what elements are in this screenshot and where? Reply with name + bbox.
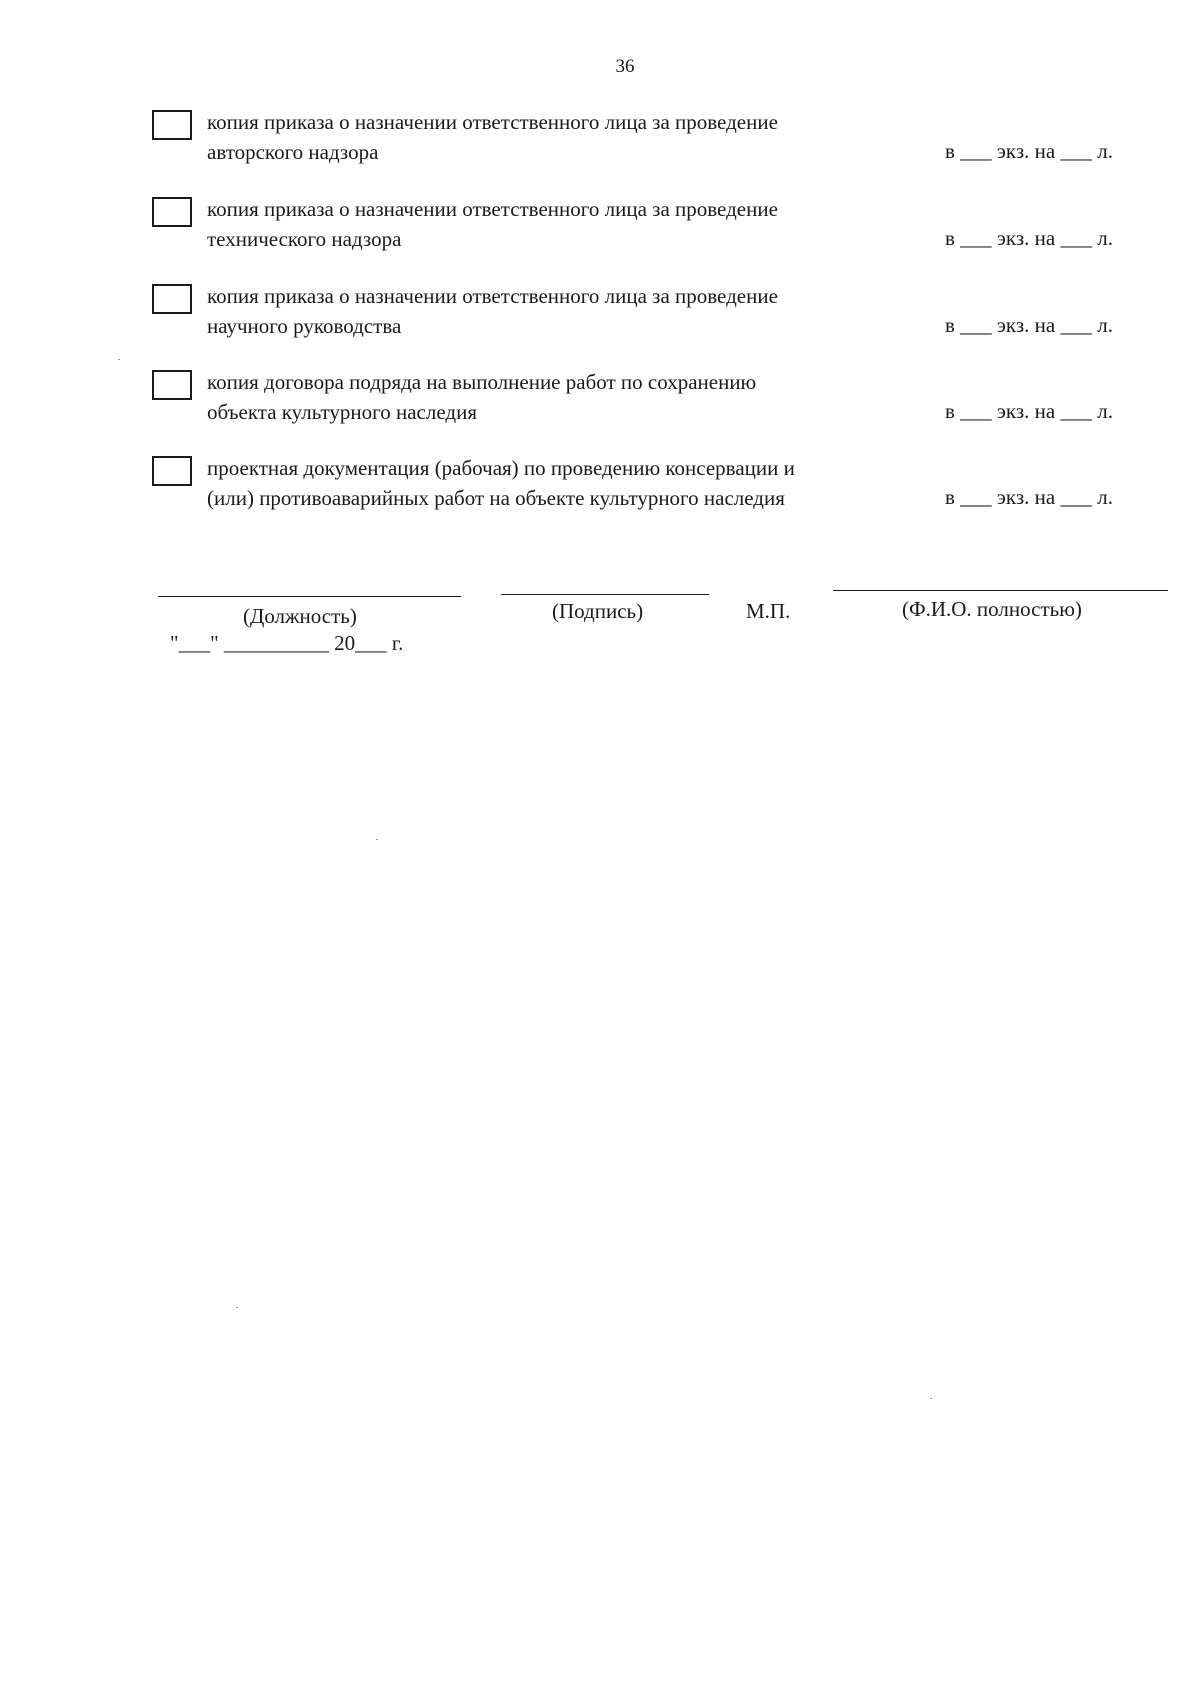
scan-speck [118,359,120,360]
item-description: копия приказа о назначении ответственного лица за проведение авторского надзора [207,110,778,164]
position-signature-line [158,596,461,597]
signature-line [501,594,709,595]
item-description: проектная документация (рабочая) по проведению консервации и (или) противоаварийных работ на объекте культурного наследия [207,456,795,510]
item-copies-count: в ___ экз. на ___ л. [945,399,1113,423]
item-description: копия договора подряда на выполнение работ по сохранению объекта культурного наследия [207,370,757,424]
full-name-label: (Ф.И.О. полностью) [902,597,1082,621]
document-item [152,107,1152,177]
item-checkbox[interactable] [152,197,192,227]
document-item [152,367,1152,437]
signature-label: (Подпись) [552,599,644,623]
item-copies-count: в ___ экз. на ___ л. [945,313,1113,337]
document-item [152,453,1152,523]
position-label: (Должность) [243,604,357,628]
item-checkbox[interactable] [152,110,192,140]
item-checkbox[interactable] [152,456,192,486]
item-copies-count: в ___ экз. на ___ л. [945,226,1113,250]
item-checkbox[interactable] [152,284,192,314]
item-description: копия приказа о назначении ответственного лица за проведение научного руководства [207,284,778,338]
full-name-signature-line [833,590,1168,591]
item-checkbox[interactable] [152,370,192,400]
document-item [152,281,1152,351]
date-line: "___" __________ 20___ г. [170,631,404,655]
scan-speck [236,1307,238,1308]
item-copies-count: в ___ экз. на ___ л. [945,139,1113,163]
stamp-label: М.П. [746,599,791,623]
item-description: копия приказа о назначении ответственного лица за проведение технического надзора [207,197,778,251]
page-number: 36 [615,56,635,77]
scan-speck [930,1398,932,1399]
item-copies-count: в ___ экз. на ___ л. [945,485,1113,509]
document-item [152,194,1152,264]
scan-speck [376,839,378,840]
